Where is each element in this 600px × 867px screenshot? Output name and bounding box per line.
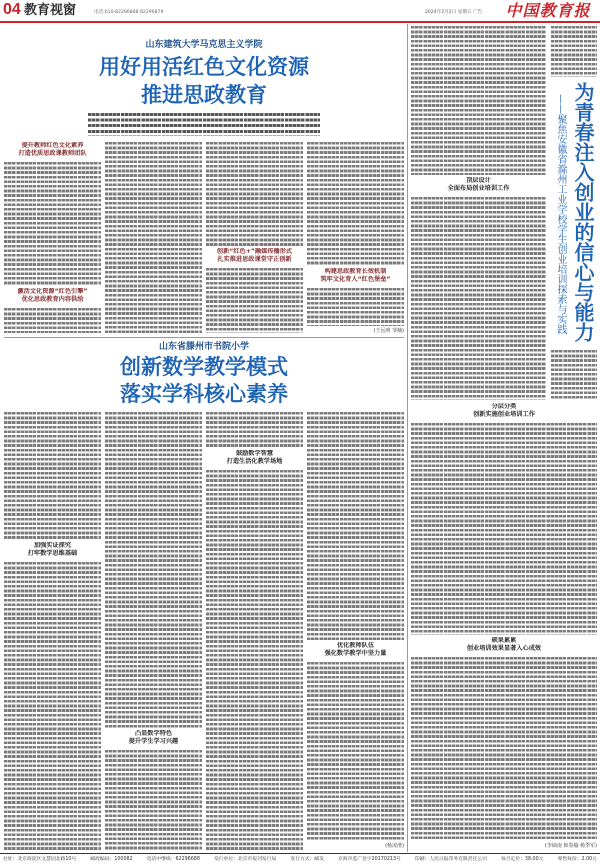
body-text-block	[411, 657, 597, 841]
footer-rule	[0, 853, 600, 854]
footer-postcode: 邮政编码：100082	[90, 857, 133, 862]
footer-ad-license: 京海市监广登字20170213号	[338, 857, 401, 862]
body-text-block	[206, 470, 303, 850]
body-text-block	[307, 662, 404, 840]
header-rule	[0, 21, 600, 23]
subhead-line: 凸显数学特色	[134, 730, 173, 737]
footer-address: 社址：北京海淀区文慧园北路10号	[3, 857, 77, 862]
footer-distribution-method: 发行方式：邮发	[290, 857, 324, 862]
subhead-line: 提升学生学习兴趣	[128, 738, 179, 745]
article-subhead	[206, 248, 303, 264]
subhead-line: 顶层设计	[466, 177, 491, 184]
body-text-block	[4, 308, 101, 333]
article-subhead	[4, 142, 101, 158]
subhead-line: 打牢数学思维基础	[27, 550, 78, 557]
article-headline: 用好用活红色文化资源	[99, 54, 309, 79]
imprint-footer	[3, 856, 597, 864]
article-byline: (杨凌滑)	[385, 843, 404, 849]
article-subhead	[105, 730, 202, 746]
subhead-line: 优化思政教育内容供给	[21, 296, 84, 303]
column-divider	[407, 24, 408, 852]
subhead-line: 扎实推进思政课堂守正创新	[217, 256, 292, 263]
body-text-block	[307, 142, 404, 266]
subhead-line: 强化数学教学中坚力量	[324, 650, 387, 657]
article-byline: (李硕南 韩春榆 杨季军)	[544, 843, 597, 849]
body-text-block	[4, 162, 101, 286]
article-subtitle: ——聚焦安徽省滁州工业学校学生创业培训探索与实践	[555, 94, 566, 334]
subhead-line: 分层分类	[491, 403, 517, 410]
article-headline: 落实学科核心素养	[120, 381, 288, 406]
article-subhead	[411, 177, 546, 193]
subhead-line: 筑牢文化育人“红色堡垒”	[320, 276, 391, 283]
article-subhead	[411, 403, 597, 419]
subhead-line: 硕果累累	[491, 637, 517, 644]
article-kicker: 山东省滕州市书院小学	[158, 342, 249, 352]
article-subhead	[4, 288, 101, 304]
subhead-line: 提升教师红色文化素养	[21, 142, 84, 149]
subhead-line: 优化教师队伍	[336, 642, 375, 649]
subhead-line: 打造生活化教学场地	[226, 458, 283, 465]
article-kicker: 山东建筑大学马克思主义学院	[145, 40, 263, 50]
subhead-line: 鼓励数学智慧	[235, 450, 274, 457]
subhead-line: 创新“红色+”融媒传播形式	[216, 248, 293, 255]
body-text-block	[411, 197, 546, 400]
subhead-line: 激活文化资源“红色引擎”	[17, 288, 88, 295]
subhead-line: 创业培训效果显著入心成效	[466, 645, 542, 652]
footer-phone: 电话中继线：62296688	[146, 857, 200, 862]
body-text-block	[4, 412, 101, 540]
section-title: 教育视窗	[24, 3, 77, 18]
body-text-block	[551, 26, 597, 77]
article-subhead	[4, 542, 101, 558]
body-text-block	[206, 268, 303, 333]
newspaper-logo: 中国教育报	[505, 1, 591, 20]
body-text-block	[4, 562, 101, 850]
footer-retail-price: 零售每份：2.00元	[557, 857, 597, 862]
article-headline: 推进思政教育	[141, 82, 267, 107]
article-subhead	[411, 637, 597, 653]
body-text-block	[551, 350, 597, 400]
footer-monthly-price: 每月定价：38.00元	[500, 857, 544, 862]
body-text-block	[307, 288, 404, 326]
subhead-line: 打造优质思政课教师团队	[18, 150, 87, 157]
body-text-block	[411, 26, 546, 175]
subhead-line: 构建思政教育长效机制	[324, 268, 387, 275]
body-text-block	[105, 142, 202, 333]
body-text-block	[411, 423, 597, 635]
article-subhead	[206, 450, 303, 466]
subhead-line: 创新实施创业培训工作	[473, 411, 535, 418]
footer-printer: 印刷：人民日报印务有限责任公司	[414, 857, 487, 862]
body-text-block	[307, 412, 404, 640]
article-headline: 创新数学教学模式	[120, 354, 288, 379]
footer-distributor: 发行单位：北京市报刊发行局	[213, 857, 277, 862]
date-line: 2024年2月2日 星期五 广告	[425, 10, 483, 15]
subhead-line: 加强实证探究	[33, 542, 72, 549]
article-headline: 为青春注入创业的信心与能力	[571, 82, 595, 342]
article-subhead	[307, 642, 404, 658]
article-subhead	[307, 268, 404, 284]
body-text-block	[105, 750, 202, 850]
contact-line: 电话:010-82296888 82296879	[94, 10, 164, 15]
subhead-line: 全面布局创业培训工作	[447, 185, 510, 192]
body-text-block	[206, 412, 303, 448]
body-text-block	[206, 142, 303, 246]
page-number: 04	[3, 1, 21, 18]
body-text-block	[105, 412, 202, 728]
article-divider	[4, 337, 404, 338]
article-byline: (王远明 邹楠)	[373, 328, 404, 334]
article-lead-text	[88, 113, 320, 136]
